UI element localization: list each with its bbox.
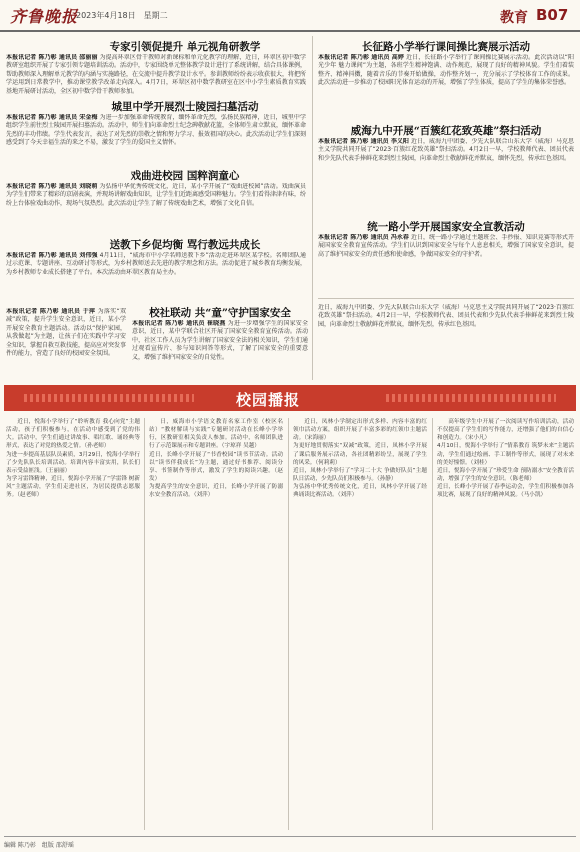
- broadcast-column: [149, 418, 283, 830]
- banner-decoration: [386, 394, 556, 402]
- article-title: 城里中学开展烈士陵园扫墓活动: [111, 101, 259, 113]
- broadcast-column: [437, 418, 574, 830]
- article-body: [318, 304, 574, 380]
- article-body: [132, 320, 308, 378]
- campus-broadcast-banner: [4, 385, 576, 411]
- broadcast-text: 高年级学生中开展了一次阅读写作培训活动，活动不仅提高了学生们的写作能力，还增强了他们的自信心和创造力。（宋小凡） 4月10日，悦海小学举行了“情系教育 筑梦未来”主题活动，学生们通过绘画、手工制作等形式，展现了对未来的美好憧憬。（刘桂） 近日，悦海小学开展了“珍爱生命 预防溺水”安全教育活动，增强了学生的安全意识。（陈老师） 近日，长峰小学开展了春季运动会，学生们积极参加各项比赛，展现了良好的精神风貌。（马小凯）: [437, 419, 574, 499]
- article-byline: 本报讯记者 陈乃彰 通讯员 于萍: [6, 308, 96, 315]
- broadcast-column: [293, 418, 427, 830]
- article-byline: 本报讯记者 陈乃彰 通讯员 刘晓萌: [6, 183, 98, 190]
- article-byline: 本报讯记者 陈乃彰 通讯员 刘伟强: [6, 252, 98, 259]
- article-text: 为进一步加强革命传统教育，缅怀革命先烈，弘扬民族精神，近日，城里中学组织学生前往烈士陵园开展扫墓活动。活动中，师生们向革命烈士纪念碑敬献花篮，全体师生肃立默哀，缅怀革命先烈的丰功伟绩。学生代表发言，表达了对先烈的崇敬之情和努力学习、报效祖国的决心。此次活动让学生们深刻感受到了今天幸福生活的来之不易，激发了学生的爱国主义情怀。: [6, 114, 306, 147]
- article-text: 为进一步增强学生的国家安全意识，近日，某中学联合社区开展了国家安全教育宣传活动。活动中，社区工作人员为学生讲解了国家安全法的相关知识，学生们通过观看宣传片、参与知识问答等形式，了解了国家安全的重要意义，增强了维护国家安全的自觉性。: [132, 320, 308, 361]
- article-byline: 本报讯记者 陈乃彰 通讯员 崔晓燕: [132, 320, 226, 327]
- masthead: [0, 0, 580, 32]
- broadcast-text: 日，威海市小学语文教育名家工作室（校区名站）“教材解读与实践”专题研讨活动在长峰小学举行，区教研室相关负责人参加。活动中，名师团队进行了示范课展示和专题讲座。（宇琼祥 吴越） 近日，长峰小学开展了“书香校园”读书节活动。活动以“读书伴我成长”为主题，通过好书推荐、阅读分享、书签制作等形式，激发了学生的阅读兴趣。（赵发） 为提高学生的安全意识，近日，长峰小学开展了防溺水安全教育活动。（刘萍）: [149, 419, 283, 499]
- banner-title: 校园播报: [236, 391, 301, 409]
- article-body: [6, 54, 306, 96]
- article-body: [318, 54, 574, 114]
- article-byline: 本报讯记者 陈乃彰 通讯员 宋金梅: [6, 114, 98, 121]
- article-text: 为提高环翠区骨干教师对新课标和单元化教学的理解，近日，环翠区初中数学教研室组织开展了专家引领专题培训活动。活动中，专家围绕单元整体教学设计进行了系统讲解，结合具体课例，帮助教师深入理解单元教学的内涵与实施路径，在交流中提升教学设计水平。参训教师纷纷表示收获很大，将把所学运用到日常教学中，推动课堂教学改革走向深入。4月7日，环翠区初中数学教研室在区中小学生素质教育实践基地开展研讨活动，全区初中数学骨干教师参加。: [6, 54, 306, 95]
- article-body: [6, 114, 306, 162]
- article-title: 威海九中开展“百簇红花致英雄”祭扫活动: [350, 125, 542, 137]
- article-text: 近日，威海九中团委、少先大队联合山东大学（威海）马克思主义学院共同开展了“2023·百簇红花致英雄”祭扫活动。4月2日一早，学校教师代表、团员代表和少先队代表手捧鲜花来到烈士陵园，向革命烈士敬献鲜花并默哀，缅怀先烈，传承红色基因。: [318, 138, 574, 162]
- article-title: 戏曲进校园 国粹润童心: [130, 170, 240, 182]
- article-body: [6, 183, 306, 233]
- broadcast-text: 近日，凤林小学制定出形式多样、内容丰富的红领巾活动方案，组织开展了丰富多彩的红领巾主题活动。（宋海丽） 为更好地贯彻落实“双减”政策，近日，凤林小学开展了课后服务展示活动，各社团精彩纷呈，展现了学生的风采。（何莉莉） 近日，凤林小学举行了“学习二十大 争做好队员”主题队日活动，少先队员们积极参与。（孙静） 为弘扬中华优秀传统文化，近日，凤林小学开展了经典诵读比赛活动。（刘萍）: [293, 419, 427, 499]
- article-text: 4月11日，“威海市中小学名师送教下乡”活动走进环翠区某学校。名师团队通过示范课、专题讲座、互动研讨等形式，为乡村教师送去先进的教学理念和方法。活动促进了城乡教育均衡发展，为乡村教师专业成长搭建了平台。本次活动由环翠区教育局主办。: [6, 252, 306, 276]
- issue-date: 2023年4月18日 星期二: [76, 11, 168, 20]
- article-body: [318, 234, 574, 294]
- article-text: 为弘扬中华优秀传统文化，近日，某小学开展了“戏曲进校园”活动。戏曲演员为学生们带来了精彩的京剧表演，并现场讲解戏曲知识，让学生们近距离感受国粹魅力。学生们看得津津有味，纷纷上台体验戏曲动作，现场气氛热烈。此次活动让学生了解了传统戏曲艺术，增强了文化自信。: [6, 183, 306, 207]
- newspaper-logo: 齐鲁晚报: [10, 7, 79, 26]
- article-title: 专家引领促提升 单元视角研教学: [109, 41, 261, 53]
- article-title: 送教下乡促均衡 骂行教远共成长: [109, 239, 261, 251]
- article-byline: 本报讯记者 陈乃彰 通讯员 冯永春: [318, 234, 409, 241]
- column-divider: [432, 418, 433, 830]
- article-body: [318, 138, 574, 212]
- article-title: 统一路小学开展国家安全宣教活动: [367, 221, 525, 233]
- article-body: [6, 308, 126, 378]
- article-byline: 本报讯记者 陈乃彰 通讯员 邵丽丽: [6, 54, 98, 61]
- article-title: 长征路小学举行课间操比赛展示活动: [362, 41, 530, 53]
- article-text: 为落实“双减”政策，提升学生安全意识，近日，某小学开展安全教育主题活动。活动以“保护家园，从我做起”为主题，让孩子们在实践中学习安全知识，掌握自救互救技能，提高应对突发事件的能力，营造了良好的校园安全氛围。: [6, 308, 126, 358]
- article-body: [6, 252, 306, 304]
- article-title: 校社联动 共“童”守护国家安全: [149, 307, 291, 319]
- broadcast-text: 近日，悦海小学举行了“聆听教育 我心向党”主题活动，孩子们积极参与，在活动中感受到了党的伟大。活动中，学生们通过讲故事、唱红歌、诵经典等形式，表达了对党的热爱之情。（孙老师） 为进一步提高基层队员素质，3月29日，悦海小学举行了少先队队长培训活动。培训内容丰富实用，队长们表示受益匪浅。（王丽丽） 为学习雷锋精神，近日，悦海小学开展了“学雷锋 树新风”主题活动，学生们走进社区，为居民提供志愿服务。（赵老师）: [6, 419, 140, 499]
- column-divider: [312, 36, 313, 380]
- article-text: 近日，长征路小学举行了课间操比赛展示活动。此次活动以“阳光少年 魅力课间”为主题，各班学生精神饱满、动作规范，展现了良好的精神风貌。学生们着装整齐、精神抖擞，随着音乐的节奏开始做操，动作整齐划一，充分展示了学校体育工作的成果。此次活动进一步推动了校园阳光体育运动的开展，增强了学生体质，提高了学生的集体荣誉感。: [318, 54, 574, 87]
- article-text: 近日，威海九中团委、少先大队联合山东大学（威海）马克思主义学院共同开展了“2023·百簇红花致英雄”祭扫活动。4月2日一早，学校教师代表、团员代表和少先队代表手捧鲜花来到烈士陵园，向革命烈士敬献鲜花并默哀，缅怀先烈，传承红色基因。: [318, 304, 574, 328]
- page-footer: 编辑 陈乃彰 组版 邵舒瑶: [4, 836, 576, 852]
- article-byline: 本报讯记者 陈乃彰 通讯员 高婷: [318, 54, 404, 61]
- column-divider: [144, 418, 145, 830]
- banner-decoration: [24, 394, 194, 402]
- section-divider: [318, 298, 574, 299]
- article-text: 近日，统一路小学通过主题班会、手抄报、知识竞赛等形式开展国家安全教育宣传活动。学生们认识到国家安全与每个人息息相关，增强了国家安全意识，提高了维护国家安全的责任感和使命感，争做国家安全的守护者。: [318, 234, 574, 258]
- page-number: B07: [536, 6, 569, 24]
- article-byline: 本报讯记者 陈乃彰 通讯员 李义阳: [318, 138, 409, 145]
- section-name: 教育: [500, 10, 528, 26]
- broadcast-column: [6, 418, 140, 830]
- column-divider: [288, 418, 289, 830]
